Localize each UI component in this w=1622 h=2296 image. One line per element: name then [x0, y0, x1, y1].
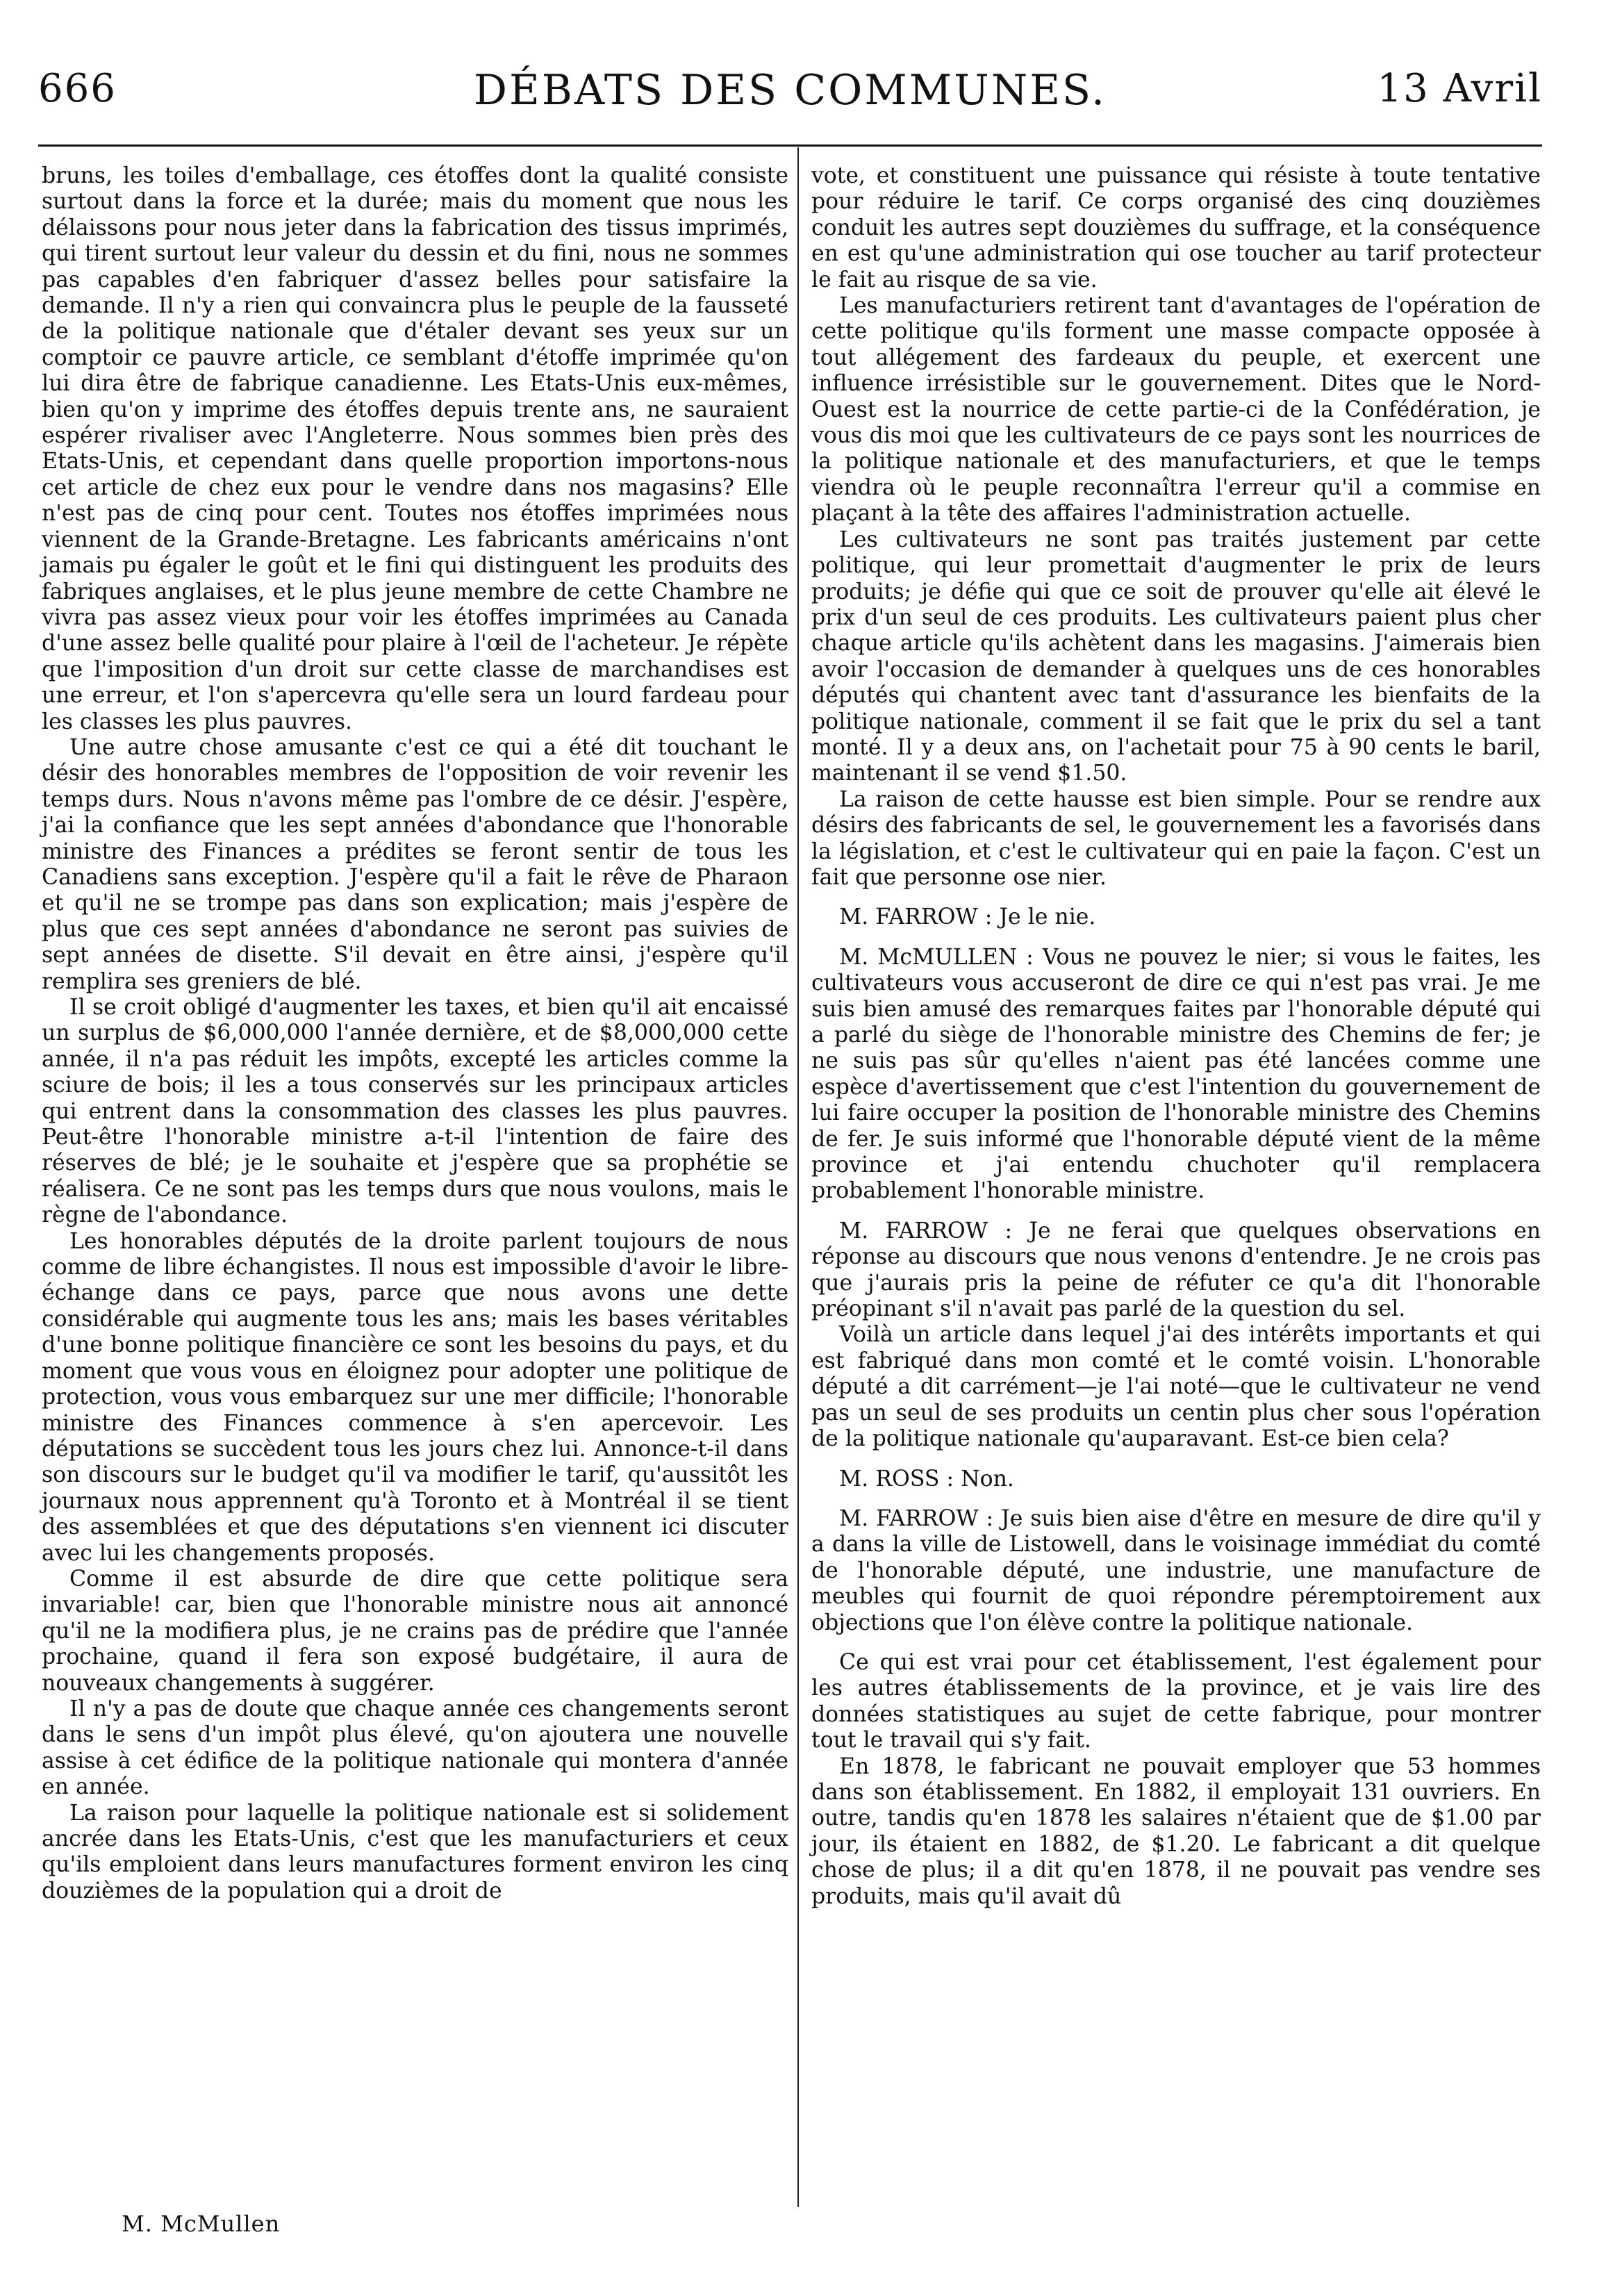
page-title: DÉBATS DES COMMUNES. — [473, 66, 1107, 115]
paragraph: Les manufacturiers retirent tant d'avantages de l'opération de cette politique qu'ils forment une masse compacte opposée à tout allégement des fardeaux du peuple, et exercent une influence irrésistible sur le gouvernement. Dites que le Nord-Ouest est la nourrice de cette partie-ci de la Confédération, je vous dis moi que les cultivateurs de ce pays sont les nourrices de la politique nationale et des manufacturiers, et que le temps viendra où le peuple reconnaîtra l'erreur qu'il a commise en plaçant à la tête des affaires l'administration actuelle. — [811, 293, 1541, 527]
paragraph: En 1878, le fabricant ne pouvait employer que 53 hommes dans son établissement. En 1882, il employait 131 ouvriers. En outre, tandis qu'en 1878 les salaires n'étaient que de $1.00 par jour, ils étaient en 1882, de $1.20. Le fabricant a dit quelque chose de plus; il a dit qu'en 1878, il ne pouvait pas vendre ses produits, mais qu'il avait dû — [811, 1753, 1541, 1909]
paragraph: Il se croit obligé d'augmenter les taxes, et bien qu'il ait encaissé un surplus de $6,000,000 l'année dernière, et de $8,000,000 cette année, il n'a pas réduit les impôts, excepté les articles comme la sciure de bois; il les a tous conservés sur les principaux articles qui entrent dans la consommation des classes les plus pauvres. Peut-être l'honorable ministre a-t-il l'intention de faire des réserves de blé; je le souhaite et j'espère que sa prophétie se réalisera. Ce ne sont pas les temps durs que nous voulons, mais le règne de l'abondance. — [42, 995, 788, 1228]
header-rule — [38, 144, 1542, 147]
paragraph: La raison de cette hausse est bien simple. Pour se rendre aux désirs des fabricants de sel, le gouvernement les a favorisés dans la législation, et c'est le cultivateur qui en paie la façon. C'est un fait que personne ose nier. — [811, 786, 1541, 890]
paragraph: vote, et constituent une puissance qui résiste à toute tentative pour réduire le tarif. Ce corps organisé des cinq douzièmes conduit les autres sept douzièmes du suffrage, et la conséquence en est qu'une administration qui ose toucher au tarif protecteur le fait au risque de sa vie. — [811, 163, 1541, 292]
left-column — [42, 163, 788, 1904]
speaker-paragraph: M. FARROW : Je ne ferai que quelques observations en réponse au discours que nous venons d'entendre. Je ne crois pas que j'aurais pris la peine de réfuter ce qu'a dit l'honorable préopinant s'il n'avait pas parlé de la question du sel. — [811, 1218, 1541, 1322]
right-column — [811, 163, 1541, 1910]
page-header — [38, 66, 1542, 129]
paragraph: Les honorables députés de la droite parlent toujours de nous comme de libre échangistes. Il nous est impossible d'avoir le libre-échange dans ce pays, parce que nous avons une dette considérable qui augmente tous les ans; mais les bases véritables d'une bonne politique financière ce sont les besoins du pays, et du moment que vous vous en éloignez pour adopter une politique de protection, vous vous embarquez sur une mer difficile; l'honorable ministre des Finances commence à s'en apercevoir. Les députations se succèdent tous les jours chez lui. Annonce-t-il dans son discours sur le budget qu'il va modifier le tarif, qu'aussitôt les journaux nous apprennent qu'à Toronto et à Montréal il se tient des assemblées et que des députations s'en viennent ici discuter avec lui les changements proposés. — [42, 1228, 788, 1566]
speaker-paragraph: M. ROSS : Non. — [839, 1466, 1014, 1492]
paragraph: bruns, les toiles d'emballage, ces étoffes dont la qualité consiste surtout dans la force et la durée; mais du moment que nous les délaissons pour nous jeter dans la fabrication des tissus imprimés, qui tirent surtout leur valeur du dessin et du fini, nous ne sommes pas capables d'en fabriquer d'assez belles pour satisfaire la demande. Il n'y a rien qui convaincra plus le peuple de la fausseté de la politique nationale que d'étaler devant ses yeux sur un comptoir ce pauvre article, ce semblant d'étoffe imprimée qu'on lui dira être de fabrique canadienne. Les Etats-Unis eux-mêmes, bien qu'on y imprime des étoffes depuis trente ans, ne sauraient espérer rivaliser avec l'Angleterre. Nous sommes bien près des Etats-Unis, et cependant dans quelle proportion importons-nous cet article de chez eux pour le vendre dans nos magasins? Elle n'est pas de cinq pour cent. Toutes nos étoffes imprimées nous viennent de la Grande-Bretagne. Les fabricants américains n'ont jamais pu égaler le goût et le fini qui distinguent les produits des fabriques anglaises, et le plus jeune membre de cette Chambre ne vivra pas assez vieux pour voir les étoffes imprimées au Canada d'une assez belle qualité pour plaire à l'œil de l'acheteur. Je répète que l'imposition d'un droit sur cette classe de marchandises est une erreur, et l'on s'apercevra qu'elle sera un lourd fardeau pour les classes les plus pauvres. — [42, 163, 788, 734]
paragraph: Les cultivateurs ne sont pas traités justement par cette politique, qui leur promettait d'augmenter le prix de leurs produits; je défie qui que ce soit de prouver qu'elle ait élevé le prix d'un seul de ces produits. Les cultivateurs paient plus cher chaque article qu'ils achètent dans les magasins. J'aimerais bien avoir l'occasion de demander à quelques uns de ces honorables députés qui chantent avec tant d'assurance les bienfaits de la politique nationale, comment il se fait que le prix du sel a tant monté. Il y a deux ans, on l'achetait pour 75 à 90 cents le baril, maintenant il se vend $1.50. — [811, 527, 1541, 786]
paragraph: Ce qui est vrai pour cet établissement, l'est également pour les autres établissements de la province, et je vais lire des données statistiques au sujet de cette fabrique, pour montrer tout le travail qui s'y fait. — [811, 1649, 1541, 1753]
page-number: 666 — [38, 66, 117, 111]
paragraph: Comme il est absurde de dire que cette politique sera invariable! car, bien que l'honorable ministre nous ait annoncé qu'il ne la modifiera plus, je ne crains pas de prédire que l'année prochaine, quand il fera son exposé budgétaire, il aura de nouveaux changements à suggérer. — [42, 1566, 788, 1696]
speaker-paragraph: M. FARROW : Je le nie. — [839, 905, 1096, 930]
page-date: 13 Avril — [1377, 66, 1542, 111]
speaker-paragraph: M. McMULLEN : Vous ne pouvez le nier; si vous le faites, les cultivateurs vous accuseront de dire ce qui n'est pas vrai. Je me suis bien amusé des remarques faites par l'honorable député qui a parlé du siège de l'honorable ministre des Chemins de fer; je ne suis pas sûr qu'elles n'aient pas été lancées comme une espèce d'avertissement que c'est l'intention du gouvernement de lui faire occuper la position de l'honorable ministre des Chemins de fer. Je suis informé que l'honorable député vient de la même province et j'ai entendu chuchoter qu'il remplacera probablement l'honorable ministre. — [811, 944, 1541, 1204]
column-divider — [797, 147, 799, 2207]
speaker-paragraph: M. FARROW : Je suis bien aise d'être en mesure de dire qu'il y a dans la ville de Listowell, dans le voisinage immédiat du comté de l'honorable député, une industrie, une manufacture de meubles qui fournit de quoi répondre péremptoirement aux objections que l'on élève contre la politique nationale. — [811, 1505, 1541, 1635]
paragraph: Voilà un article dans lequel j'ai des intérêts importants et qui est fabriqué dans mon comté et le comté voisin. L'honorable député a dit carrément—je l'ai noté—que le cultivateur ne vend pas un seul de ses produits un centin plus cher sous l'opération de la politique nationale qu'auparavant. Est-ce bien cela? — [811, 1322, 1541, 1452]
paragraph: Il n'y a pas de doute que chaque année ces changements seront dans le sens d'un impôt plus élevé, qu'on ajoutera une nouvelle assise à cet édifice de la politique nationale qui montera d'année en année. — [42, 1696, 788, 1800]
footer-speaker-mark: M. McMullen — [122, 2211, 281, 2237]
paragraph: La raison pour laquelle la politique nationale est si solidement ancrée dans les Etats-Unis, c'est que les manufacturiers et ceux qu'ils emploient dans leurs manufactures forment environ les cinq douzièmes de la population qui a droit de — [42, 1800, 788, 1903]
paragraph: Une autre chose amusante c'est ce qui a été dit touchant le désir des honorables membres de l'opposition de voir revenir les temps durs. Nous n'avons même pas l'ombre de ce désir. J'espère, j'ai la confiance que les sept années d'abondance que l'honorable ministre des Finances a prédites se feront sentir de tous les Canadiens sans exception. J'espère qu'il a fait le rêve de Pharaon et qu'il ne se trompe pas dans son explication; mais j'espère de plus que ces sept années d'abondance ne seront pas suivies de sept années de disette. S'il devait en être ainsi, j'espère qu'il remplira ses greniers de blé. — [42, 734, 788, 994]
